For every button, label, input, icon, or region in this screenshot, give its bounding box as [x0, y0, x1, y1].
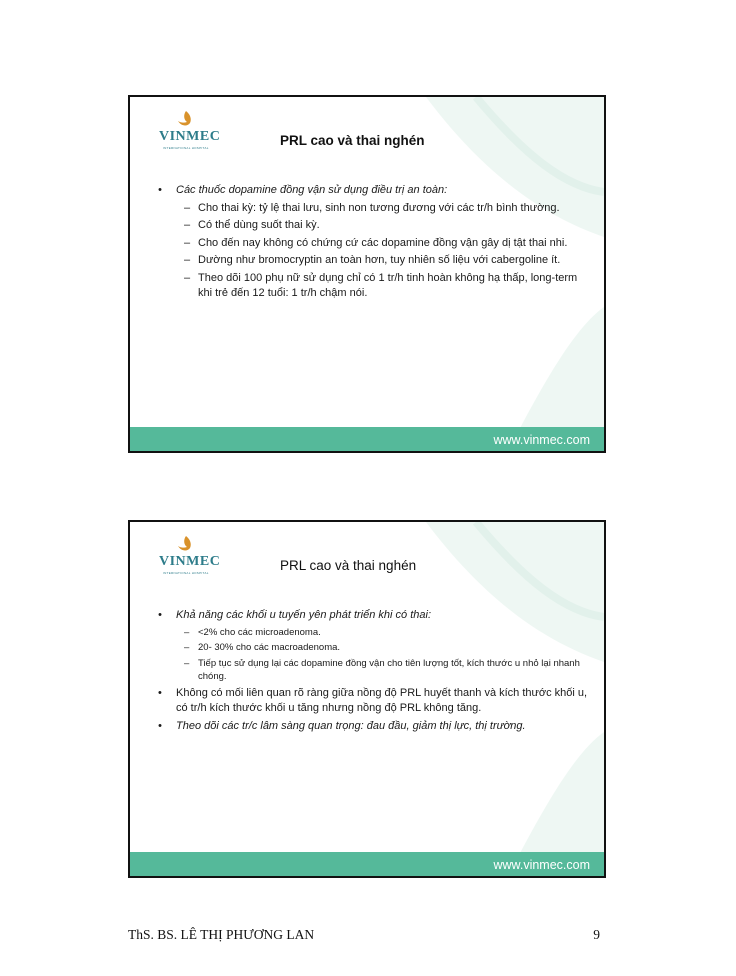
bullet-item: • Các thuốc dopamine đồng vận sử dụng điều trị an toàn: — [154, 183, 594, 199]
page-number: 9 — [593, 927, 600, 942]
slide-title: PRL cao và thai nghén — [280, 558, 417, 573]
vinmec-logo — [154, 109, 234, 149]
slide-content — [154, 608, 594, 736]
slide-title: PRL cao và thai nghén — [280, 133, 425, 148]
sub-bullet-item: – <2% cho các microadenoma. — [154, 626, 594, 640]
sub-bullet-item: – Cho thai kỳ: tỷ lệ thai lưu, sinh non tương đương với các tr/h bình thường. — [154, 201, 594, 217]
author-name: ThS. BS. LÊ THỊ PHƯƠNG LAN — [128, 927, 315, 942]
website-url: www.vinmec.com — [493, 433, 590, 447]
bird-logo-icon — [174, 109, 198, 131]
logo-brand-text: VINMEC — [159, 554, 221, 569]
bird-logo-icon — [174, 534, 198, 556]
slide-content — [154, 183, 594, 304]
logo-subtitle: INTERNATIONAL HOSPITAL — [163, 571, 209, 575]
vinmec-logo — [154, 534, 234, 574]
bullet-item: • Khả năng các khối u tuyến yên phát triển khi có thai: — [154, 608, 594, 624]
sub-bullet-item: – Cho đến nay không có chứng cứ các dopamine đồng vận gây dị tật thai nhi. — [154, 236, 594, 252]
bullet-item: • Không có mối liên quan rõ ràng giữa nồng độ PRL huyết thanh và kích thước khối u, có tr/h kích thước khối u tăng nhưng nồng độ PRL không tăng. — [154, 686, 594, 717]
sub-bullet-item: – Dường như bromocryptin an toàn hơn, tuy nhiên số liệu với cabergoline ít. — [154, 253, 594, 269]
slide-1 — [128, 95, 606, 453]
sub-bullet-item: – Tiếp tục sử dụng lại các dopamine đồng vận cho tiên lượng tốt, kích thước u nhỏ lại nhanh chóng. — [154, 657, 594, 684]
sub-bullet-item: – 20- 30% cho các macroadenoma. — [154, 641, 594, 655]
slide-footer-bar — [130, 852, 604, 876]
sub-bullet-item: – Theo dõi 100 phụ nữ sử dụng chỉ có 1 tr/h tinh hoàn không hạ thấp, long-term khi trẻ đến 12 tuổi: 1 tr/h chậm nói. — [154, 271, 594, 302]
sub-bullet-item: – Có thể dùng suốt thai kỳ. — [154, 218, 594, 234]
logo-brand-text: VINMEC — [159, 129, 221, 144]
logo-subtitle: INTERNATIONAL HOSPITAL — [163, 146, 209, 150]
slide-footer-bar — [130, 427, 604, 451]
bullet-item: • Theo dõi các tr/c lâm sàng quan trọng: đau đầu, giảm thị lực, thị trường. — [154, 719, 594, 735]
slide-2 — [128, 520, 606, 878]
website-url: www.vinmec.com — [493, 858, 590, 872]
